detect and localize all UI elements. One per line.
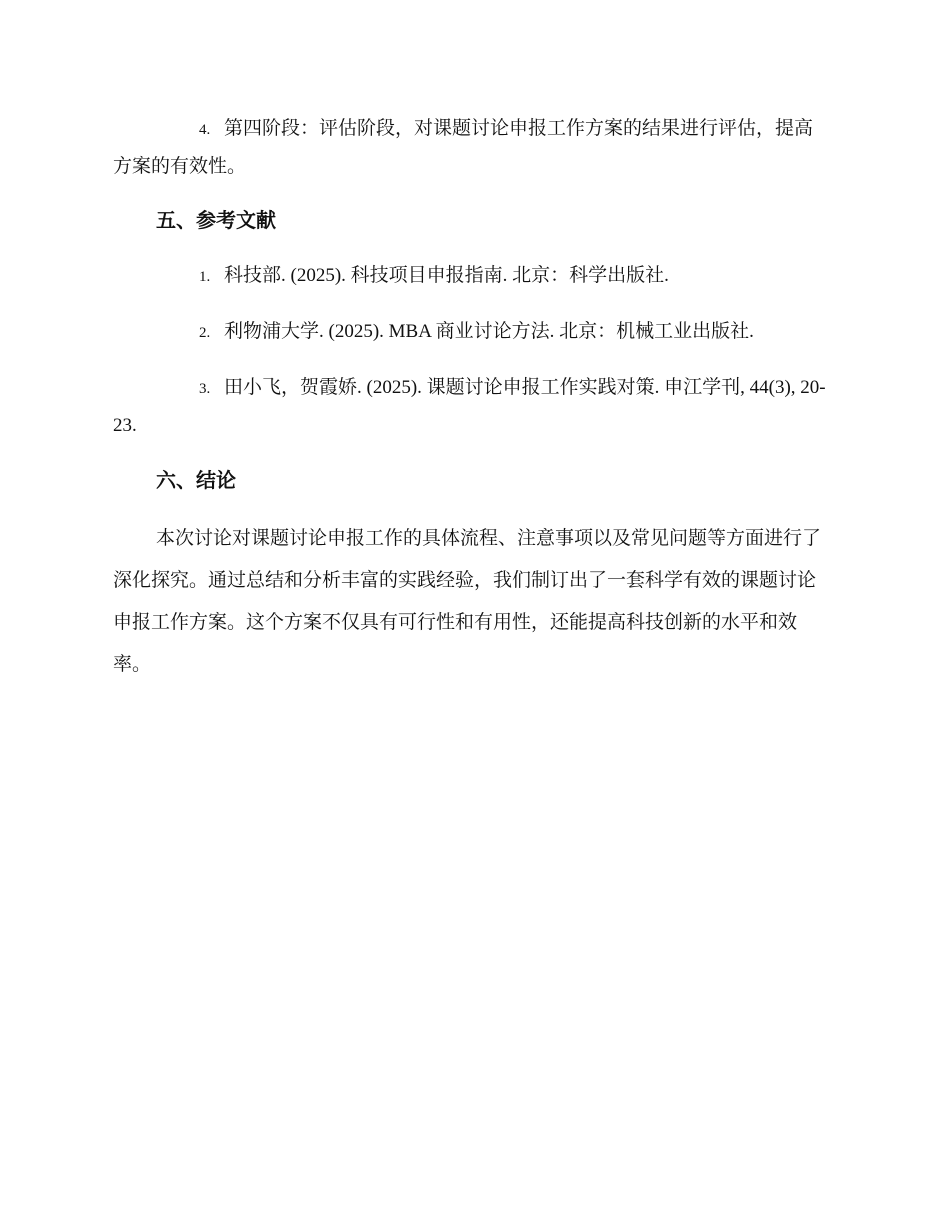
section-heading-conclusion: 六、结论 (156, 468, 236, 492)
list-number: 1. (199, 269, 211, 285)
list-number: 3. (199, 381, 211, 397)
stage-item-4 (113, 110, 830, 184)
reference-item-2 (113, 313, 830, 351)
list-text: 科技部. (2025). 科技项目申报指南. 北京：科学出版社. (224, 265, 669, 286)
reference-item-3 (113, 369, 830, 444)
list-text: 利物浦大学. (2025). MBA 商业讨论方法. 北京：机械工业出版社. (224, 321, 754, 342)
conclusion-paragraph: 本次讨论对课题讨论申报工作的具体流程、注意事项以及常见问题等方面进行了深化探究。通过总结和分析丰富的实践经验，我们制订出了一套科学有效的课题讨论申报工作方案。这个方案不仅具有可行性和有用性，还能提高科技创新的水平和效率。 (113, 527, 822, 675)
list-text: 第四阶段：评估阶段，对课题讨论申报工作方案的结果进行评估，提高方案的有效性。 (113, 117, 814, 177)
reference-item-1 (113, 257, 830, 295)
document-page (113, 110, 830, 685)
list-text: 田小飞，贺霞娇. (2025). 课题讨论申报工作实践对策. 申江学刊, 44(3), 20-23. (113, 377, 826, 436)
section-heading-references: 五、参考文献 (156, 208, 276, 232)
list-number: 4. (199, 122, 211, 138)
list-number: 2. (199, 325, 211, 341)
